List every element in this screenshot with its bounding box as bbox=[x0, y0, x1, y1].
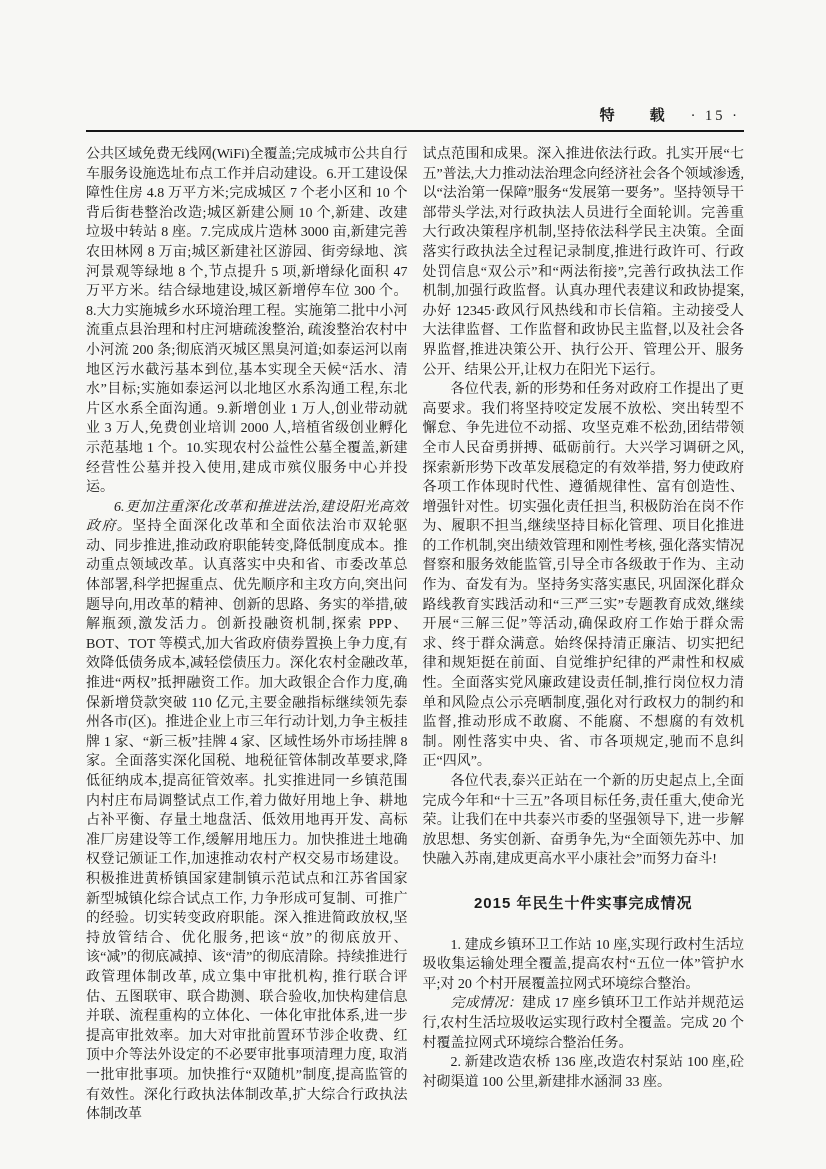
list-item-1-status bbox=[423, 994, 745, 1053]
section-heading: 2015 年民生十件实事完成情况 bbox=[473, 894, 693, 912]
paragraph-body: 坚持全面深化改革和全面依法治市双轮驱动、同步推进,推动政府职能转变,降低制度成本。推动重点领域改革。认真落实中央和省、市委改革总体部署,科学把握重点、优先顺序和主攻方向,突出问题导向,用改革的精神、创新的思路、务实的举措,破解瓶颈,激发活力。创新投融资机制,探索 PPP、BOT、TOT 等模式,加大省政府债券置换上争力度,有效降低债务成本,减轻偿债压力。深化农村金融改革,推进“两权”抵押融资工作。加大政银企合作力度,确保新增贷款突破 110 亿元,主要金融指标继续领先泰州各市(区)。推进企业上市三年行动计划,力争主板挂牌 1 家、“新三板”挂牌 4 家、区域性场外市场挂牌 8 家。全面落实深化国税、地税征管体制改革要求,降低征纳成本,提高征管效率。扎实推进同一乡镇范围内村庄布局调整试点工作,着力做好用地上争、耕地占补平衡、存量土地盘活、低效用地再开发、高标准厂房建设等工作,缓解用地压力。加快推进土地确权登记颁证工作,加速推动农村产权交易市场建设。积极推进黄桥镇国家建制镇示范试点和江苏省国家新型城镇化综合试点工作, 力争形成可复制、可推广的经验。切实转变政府职能。深入推进简政放权,坚持放管结合、优化服务,把该“放”的彻底放开、该“减”的彻底减掉、该“清”的彻底清除。持续推进行政管理体制改革, 成立集中审批机构, 推行联合评估、五图联审、联合勘测、联合验收,加快构建信息并联、流程重构的立体化、一体化审批体系,进一步提高审批效率。加大对审批前置环节涉企收费、红顶中介等法外设定的不必要审批事项清理力度, 取消一批审批事项。加快推行“双随机”制度,提高监管的有效性。深化行政执法体制改革,扩大综合行政执法体制改革 bbox=[86, 519, 408, 1123]
text-columns bbox=[86, 145, 744, 1125]
status-label-kaiti: 完成情况： bbox=[450, 996, 523, 1012]
running-header bbox=[86, 104, 744, 125]
list-item-2: 2. 新建改造农桥 136 座,改造农村泵站 100 座,砼衬砌渠道 100 公里,新建排水涵洞 33 座。 bbox=[422, 1055, 744, 1090]
paragraph-continuation: 试点范围和成果。深入推进依法行政。扎实开展“七五”普法,大力推动法治理念向经济社会各个领域渗透,以“法治第一保障”服务“发展第一要务”。坚持领导干部带头学法,对行政执法人员进行全面轮训。完善重大行政决策程序机制,坚持依法科学民主决策。全面落实行政执法全过程记录制度,推进行政许可、行政处罚信息“双公示”和“两法衔接”,完善行政执法工作机制,加强行政监督。认真办理代表建议和政协提案, 办好 12345·政风行风热线和市长信箱。主动接受人大法律监督、工作监督和政协民主监督,以及社会各界监督,推进决策公开、执行公开、管理公开、服务公开、结果公开,让权力在阳光下运行。 bbox=[422, 147, 744, 378]
right-column bbox=[423, 145, 745, 1125]
header-section-title: 特 载 bbox=[599, 108, 675, 124]
paragraph-address-2: 各位代表,泰兴正站在一个新的历史起点上,全面完成今年和“十三五”各项目标任务,责任重大,使命光荣。让我们在中共泰兴市委的坚强领导下, 进一步解放思想、务实创新、奋勇争先,为“全面领先苏中、加快融入苏南,建成更高水平小康社会”而努力奋斗! bbox=[422, 774, 744, 868]
paragraph-address-1: 各位代表, 新的形势和任务对政府工作提出了更高要求。我们将坚持咬定发展不放松、突出转型不懈怠、争先进位不动摇、攻坚克难不松劲,团结带领全市人民奋勇拼搏、砥砺前行。大兴学习调研之风,探索新形势下改革发展稳定的有效举措, 努力使政府各项工作体现时代性、遵循规律性、富有创造性、增强针对性。切实强化责任担当, 积极防治在岗不作为、履职不担当,继续坚持目标化管理、项目化推进的工作机制,突出绩效管理和刚性考核, 强化落实情况督察和服务效能监管,引导全市各级敢于作为、主动作为、奋发有为。坚持务实落实惠民, 巩固深化群众路线教育实践活动和“三严三实”专题教育成效,继续开展“三解三促”等活动,确保政府工作始于群众需求、终于群众满意。始终保持清正廉洁、切实把纪律和规矩挺在前面、自觉维护纪律的严肃性和权威性。全面落实党风廉政建设责任制,推行岗位权力清单和风险点公示亮晒制度,强化对行政权力的制约和监督,推动形成不敢腐、不能腐、不想腐的有效机制。刚性落实中央、省、市各项规定,驰而不息纠正“四风”。 bbox=[422, 382, 744, 770]
header-rule bbox=[86, 130, 744, 132]
paragraph-continuation: 公共区域免费无线网(WiFi)全覆盖;完成城市公共自行车服务设施选址布点工作并启动建设。6.开工建设保障性住房 4.8 万平方米;完成城区 7 个老小区和 10 个背后街巷整治改造;城区新建公厕 10 个,新建、改建垃圾中转站 8 座。7.完成成片造林 3000 亩,新建完善农田林网 8 万亩;城区新建社区游园、街旁绿地、滨河景观等绿地 8 个,节点提升 5 项,新增绿化面积 47 万平方米。结合绿地建设,城区新增停车位 300 个。8.大力实施城乡水环境治理工程。实施第二批中小河流重点县治理和村庄河塘疏浚整治, 疏浚整治农村中小河流 200 条;彻底消灭城区黑臭河道;如泰运河以南地区污水截污基本到位,基本实现全天候“活水、清水”目标;实施如泰运河以北地区水系沟通工程,东北片区水系全面沟通。9.新增创业 1 万人,创业带动就业 3 万人,免费创业培训 2000 人,培植省级创业孵化示范基地 1 个。10.实现农村公益性公墓全覆盖,新建经营性公墓并投入使用,建成市殡仪服务中心并投运。 bbox=[86, 147, 408, 496]
status-body: 建成 17 座乡镇环卫工作站并规范运行,农村生活垃圾收运实现行政村全覆盖。完成 20 个村覆盖拉网式环境综合整治任务。 bbox=[422, 996, 744, 1051]
header-page-number: · 15 · bbox=[690, 108, 740, 124]
paragraph-lead-kaiti: 6.更加注重深化改革和推进法治,建设阳光高效政府。 bbox=[86, 499, 408, 535]
page-content bbox=[86, 104, 744, 1125]
left-column bbox=[86, 145, 408, 1125]
paragraph-reform bbox=[86, 498, 408, 1125]
list-item-1: 1. 建成乡镇环卫工作站 10 座,实现行政村生活垃圾收集运输处理全覆盖,提高农村“五位一体”管护水平;对 20 个村开展覆盖拉网式环境综合整治。 bbox=[422, 937, 744, 992]
